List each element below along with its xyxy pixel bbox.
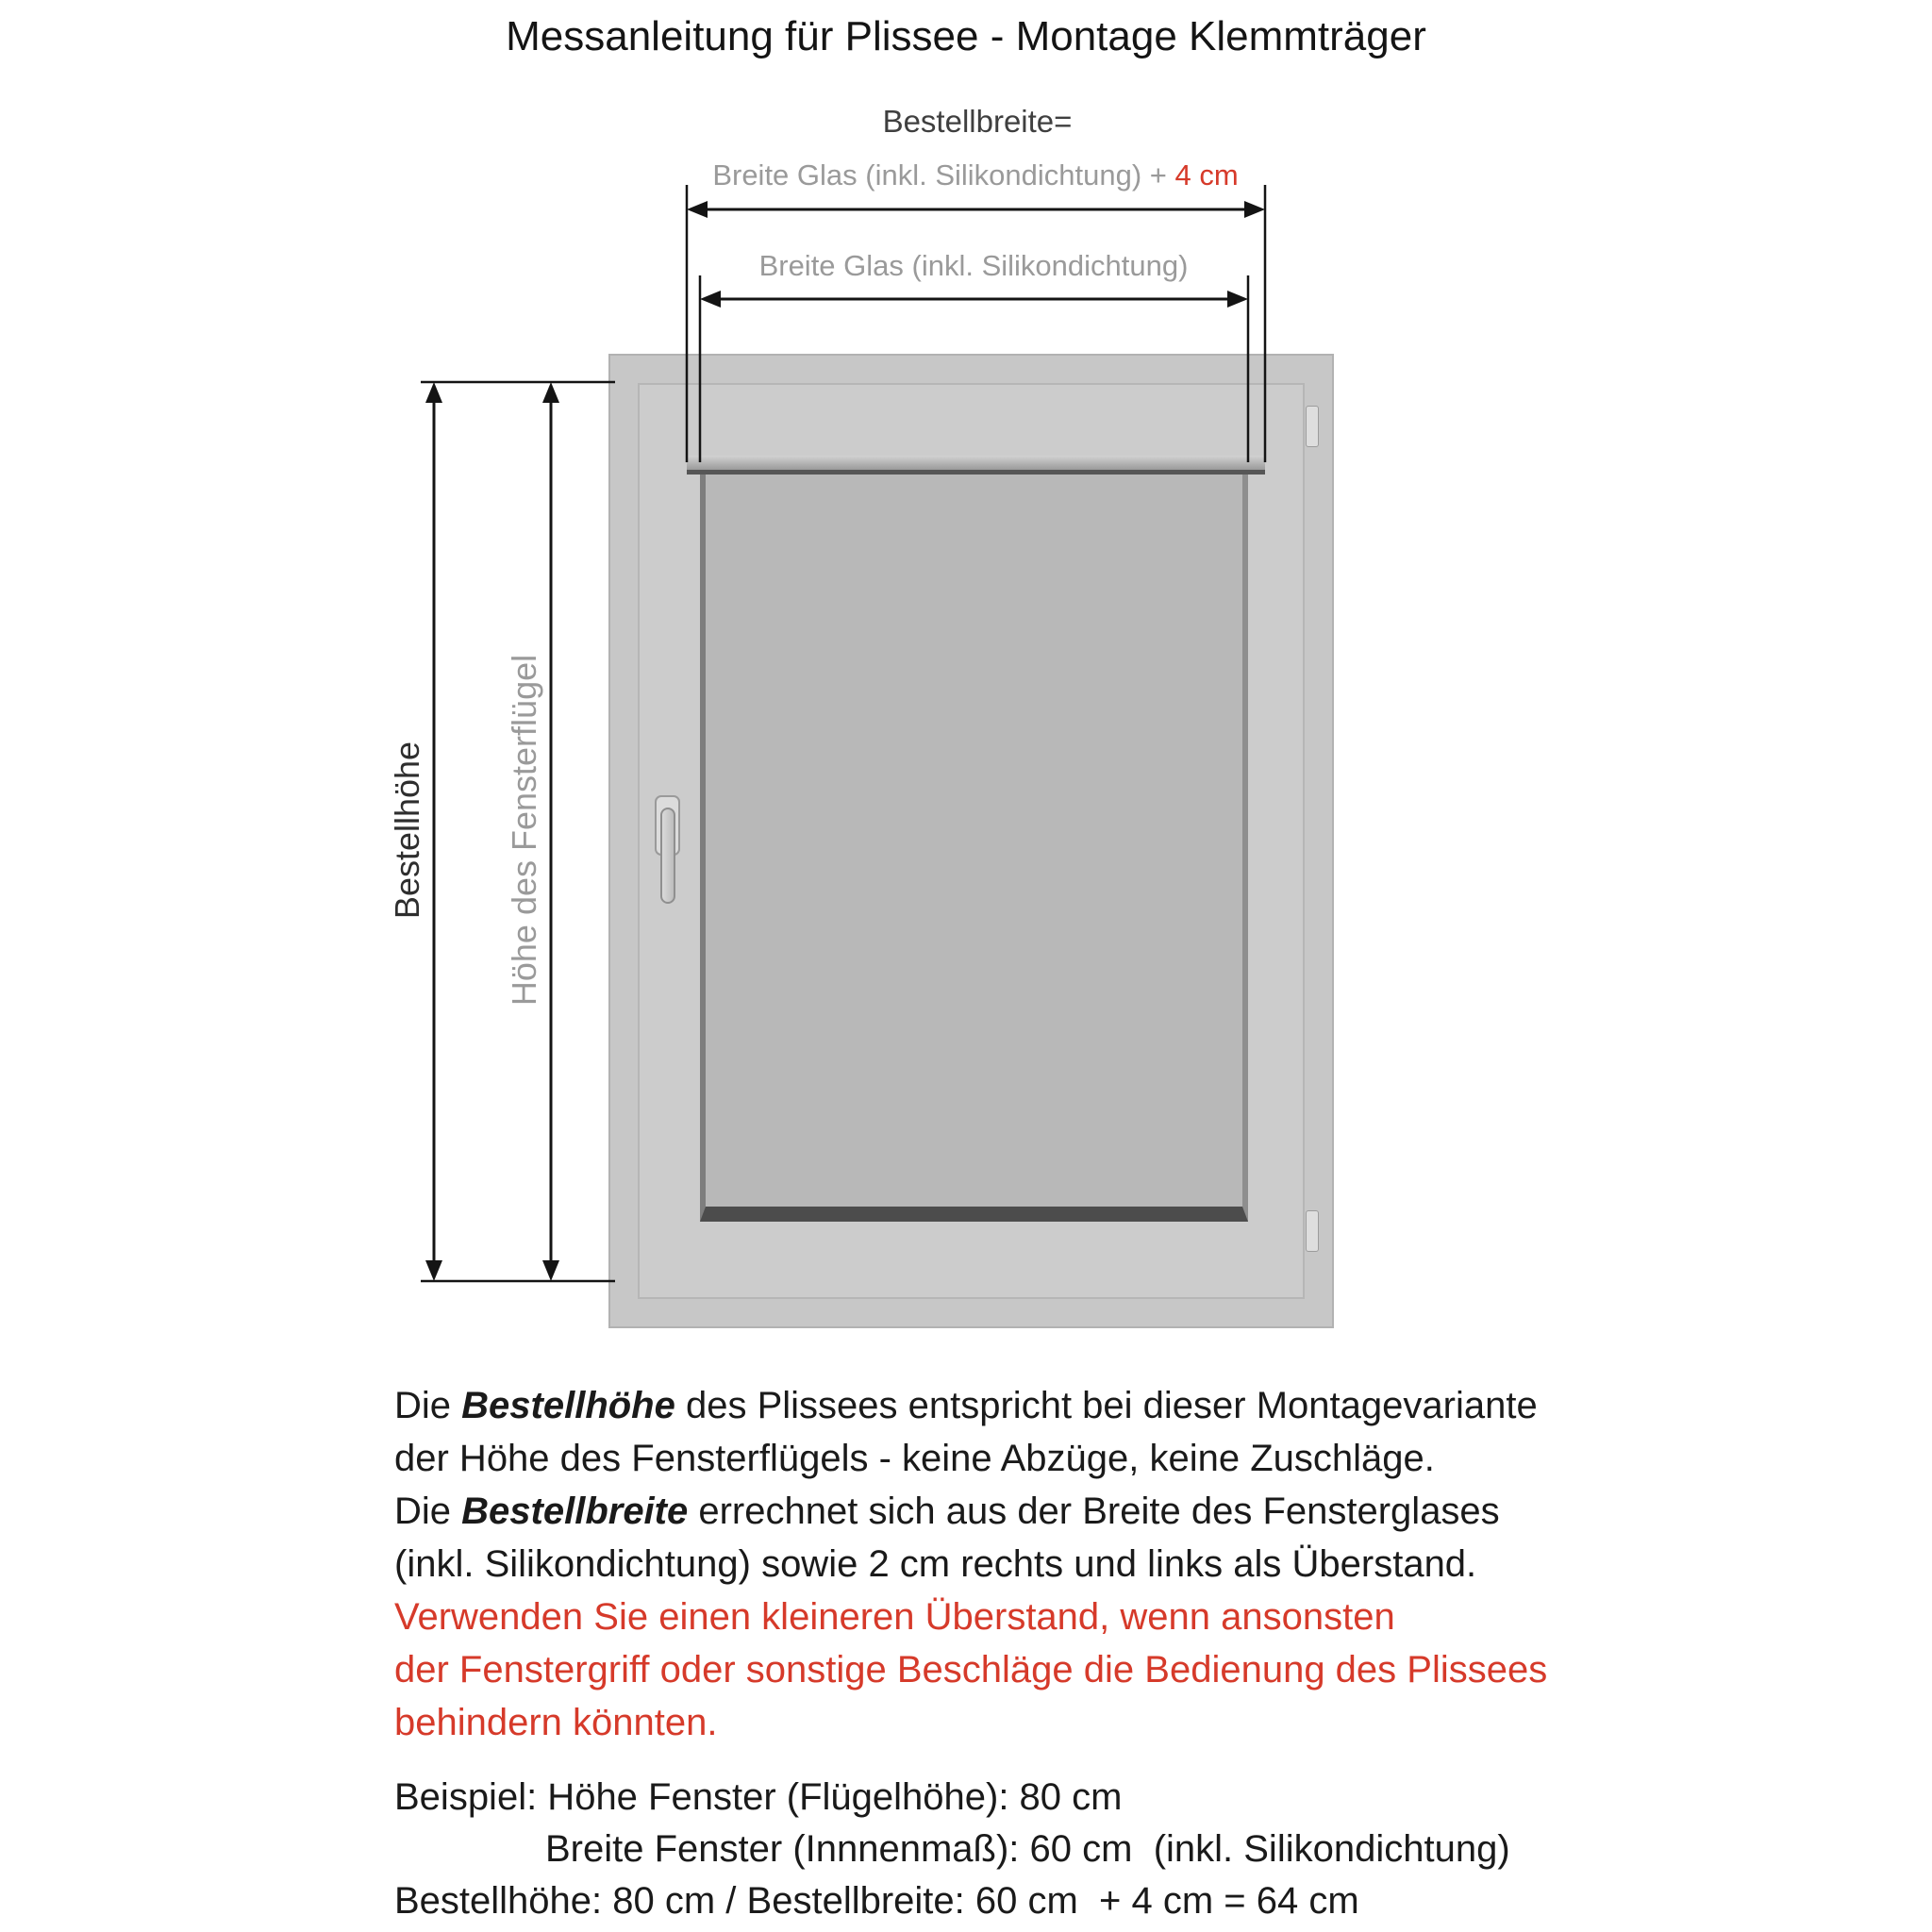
warning-line-1: Verwenden Sie einen kleineren Überstand, wenn ansonsten bbox=[394, 1596, 1395, 1638]
order-width-label: Bestellbreite= bbox=[882, 104, 1073, 139]
description-line-1 bbox=[394, 1379, 1621, 1432]
description-line-1-post: des Plissees entspricht bei dieser Montagevariante bbox=[675, 1385, 1538, 1426]
description-term-bestellhoehe: Bestellhöhe bbox=[461, 1385, 675, 1426]
warning-line-3: behindern könnten. bbox=[394, 1702, 718, 1743]
warning-line-2: der Fenstergriff oder sonstige Beschläge die Bedienung des Plissees bbox=[394, 1649, 1548, 1690]
description-line-4: (inkl. Silikondichtung) sowie 2 cm rechts und links als Überstand. bbox=[394, 1543, 1477, 1585]
width-formula-gray-part: Breite Glas (inkl. Silikondichtung) + bbox=[712, 158, 1175, 192]
glass-width-label: Breite Glas (inkl. Silikondichtung) bbox=[758, 249, 1189, 282]
page-title: Messanleitung für Plissee - Montage Klemmträger bbox=[506, 13, 1426, 59]
example-line-2: Breite Fenster (Innnenmaß): 60 cm (inkl. Silikondichtung) bbox=[545, 1828, 1510, 1870]
example-line-1: Beispiel: Höhe Fenster (Flügelhöhe): 80 cm bbox=[394, 1776, 1123, 1818]
example-line-3: Bestellhöhe: 80 cm / Bestellbreite: 60 cm + 4 cm = 64 cm bbox=[394, 1880, 1359, 1922]
description-line-3-pre: Die bbox=[394, 1491, 462, 1532]
sash-height-label: Höhe des Fensterflügel bbox=[505, 654, 543, 1007]
description-line-2: der Höhe des Fensterflügels - keine Abzüge, keine Zuschläge. bbox=[394, 1438, 1435, 1479]
description-line-3 bbox=[394, 1485, 1621, 1538]
width-formula-red-part: 4 cm bbox=[1174, 158, 1239, 192]
description-line-1-pre: Die bbox=[394, 1385, 462, 1426]
description-block bbox=[394, 1379, 1621, 1749]
width-formula-label bbox=[712, 158, 1238, 192]
description-line-3-post: errechnet sich aus der Breite des Fensterglases bbox=[688, 1491, 1500, 1532]
description-term-bestellbreite: Bestellbreite bbox=[461, 1491, 689, 1532]
example-block bbox=[394, 1772, 1621, 1927]
order-height-label: Bestellhöhe bbox=[388, 741, 426, 920]
